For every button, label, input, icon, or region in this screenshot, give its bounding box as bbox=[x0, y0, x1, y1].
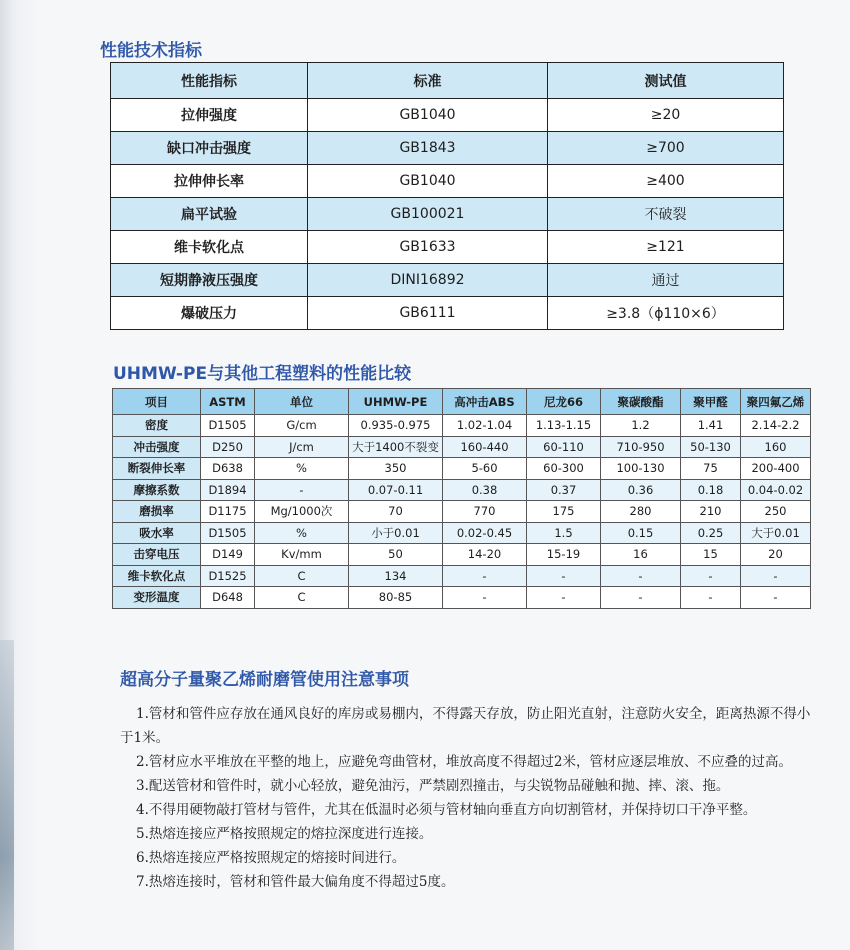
table-cell: 710-950 bbox=[601, 436, 681, 458]
table-cell: - bbox=[681, 587, 741, 609]
table-cell: D648 bbox=[201, 587, 255, 609]
table-header: 高冲击ABS bbox=[443, 389, 527, 415]
table-header: UHMW-PE bbox=[349, 389, 443, 415]
note-item: 4.不得用硬物敲打管材与管件，尤其在低温时必须与管材轴向垂直方向切割管材，并保持切口干净平整。 bbox=[136, 802, 757, 818]
table-cell: 350 bbox=[349, 458, 443, 480]
table-cell: - bbox=[443, 587, 527, 609]
table-row bbox=[111, 198, 784, 231]
table-row bbox=[111, 297, 784, 330]
table-cell: 60-300 bbox=[527, 458, 601, 480]
table-header-row bbox=[113, 389, 811, 415]
table-cell: 15-19 bbox=[527, 544, 601, 566]
table-cell: 拉伸伸长率 bbox=[111, 165, 308, 198]
table-header: 标准 bbox=[308, 63, 548, 99]
table-cell: 280 bbox=[601, 501, 681, 523]
page-edge-decoration bbox=[0, 640, 14, 950]
table-cell: GB1633 bbox=[308, 231, 548, 264]
table-cell: 250 bbox=[741, 501, 811, 523]
table-cell: Mg/1000次 bbox=[255, 501, 349, 523]
table-cell: 160-440 bbox=[443, 436, 527, 458]
table-cell: 摩擦系数 bbox=[113, 479, 201, 501]
table-row bbox=[113, 415, 811, 437]
table-cell: - bbox=[527, 587, 601, 609]
table-cell: DINI16892 bbox=[308, 264, 548, 297]
table-cell: 5-60 bbox=[443, 458, 527, 480]
table-cell: 134 bbox=[349, 565, 443, 587]
table-cell: 0.37 bbox=[527, 479, 601, 501]
table-cell: D1894 bbox=[201, 479, 255, 501]
section-title-comparison: UHMW-PE与其他工程塑料的性能比较 bbox=[113, 364, 412, 384]
table-cell: 短期静液压强度 bbox=[111, 264, 308, 297]
table-cell: 60-110 bbox=[527, 436, 601, 458]
table-cell: 0.07-0.11 bbox=[349, 479, 443, 501]
table-cell: C bbox=[255, 565, 349, 587]
table-cell: 75 bbox=[681, 458, 741, 480]
table-row bbox=[111, 99, 784, 132]
table-cell: GB1040 bbox=[308, 99, 548, 132]
table-cell: 2.14-2.2 bbox=[741, 415, 811, 437]
table-row bbox=[113, 544, 811, 566]
table-cell: GB1843 bbox=[308, 132, 548, 165]
table-cell: 0.36 bbox=[601, 479, 681, 501]
table-cell: 吸水率 bbox=[113, 522, 201, 544]
table-cell: 1.5 bbox=[527, 522, 601, 544]
table-row bbox=[111, 132, 784, 165]
table-cell: ≥400 bbox=[548, 165, 784, 198]
table-row bbox=[113, 436, 811, 458]
table-cell: 1.02-1.04 bbox=[443, 415, 527, 437]
table-cell: 击穿电压 bbox=[113, 544, 201, 566]
table-cell: 0.38 bbox=[443, 479, 527, 501]
table-cell: 80-85 bbox=[349, 587, 443, 609]
table-cell: 扁平试验 bbox=[111, 198, 308, 231]
table-cell: D1525 bbox=[201, 565, 255, 587]
table-cell: % bbox=[255, 522, 349, 544]
note-item: 6.热熔连接应严格按照规定的熔接时间进行。 bbox=[136, 850, 406, 866]
table-cell: 不破裂 bbox=[548, 198, 784, 231]
table-cell: 密度 bbox=[113, 415, 201, 437]
table-cell: 160 bbox=[741, 436, 811, 458]
table-header: 聚甲醛 bbox=[681, 389, 741, 415]
table-cell: 0.02-0.45 bbox=[443, 522, 527, 544]
table-cell: 1.2 bbox=[601, 415, 681, 437]
note-item: 3.配送管材和管件时，就小心轻放，避免油污，严禁剧烈撞击，与尖锐物品碰触和抛、摔、滚、拖。 bbox=[136, 778, 730, 794]
table-header-row bbox=[111, 63, 784, 99]
table-cell: ≥20 bbox=[548, 99, 784, 132]
table-header: 聚碳酸酯 bbox=[601, 389, 681, 415]
table-cell: ≥3.8（ϕ110×6） bbox=[548, 297, 784, 330]
table-cell: 15 bbox=[681, 544, 741, 566]
table-row bbox=[113, 501, 811, 523]
table-header: 测试值 bbox=[548, 63, 784, 99]
table-cell: 变形温度 bbox=[113, 587, 201, 609]
table-cell: D1505 bbox=[201, 522, 255, 544]
table-cell: G/cm bbox=[255, 415, 349, 437]
table-cell: 0.04-0.02 bbox=[741, 479, 811, 501]
table-cell: 770 bbox=[443, 501, 527, 523]
table-row bbox=[111, 231, 784, 264]
table-header: 聚四氟乙烯 bbox=[741, 389, 811, 415]
table-cell: 缺口冲击强度 bbox=[111, 132, 308, 165]
table-cell: ≥121 bbox=[548, 231, 784, 264]
table-cell: 50-130 bbox=[681, 436, 741, 458]
table-cell: 100-130 bbox=[601, 458, 681, 480]
table-cell: 50 bbox=[349, 544, 443, 566]
table-row bbox=[113, 522, 811, 544]
table-cell: - bbox=[601, 587, 681, 609]
table-cell: 磨损率 bbox=[113, 501, 201, 523]
performance-table bbox=[110, 62, 784, 330]
table-row bbox=[111, 264, 784, 297]
table-cell: - bbox=[443, 565, 527, 587]
table-cell: 14-20 bbox=[443, 544, 527, 566]
table-cell: 0.25 bbox=[681, 522, 741, 544]
table-cell: - bbox=[527, 565, 601, 587]
table-row bbox=[113, 458, 811, 480]
table-cell: D1505 bbox=[201, 415, 255, 437]
table-cell: D250 bbox=[201, 436, 255, 458]
table-cell: D149 bbox=[201, 544, 255, 566]
table-row bbox=[111, 165, 784, 198]
table-cell: 维卡软化点 bbox=[111, 231, 308, 264]
table-cell: C bbox=[255, 587, 349, 609]
table-cell: Kv/mm bbox=[255, 544, 349, 566]
table-cell: D638 bbox=[201, 458, 255, 480]
table-cell: 大于0.01 bbox=[741, 522, 811, 544]
table-cell: % bbox=[255, 458, 349, 480]
table-cell: 70 bbox=[349, 501, 443, 523]
table-cell: 0.935-0.975 bbox=[349, 415, 443, 437]
table-cell: 0.18 bbox=[681, 479, 741, 501]
table-cell: 0.15 bbox=[601, 522, 681, 544]
table-cell: GB6111 bbox=[308, 297, 548, 330]
table-cell: 200-400 bbox=[741, 458, 811, 480]
table-cell: 爆破压力 bbox=[111, 297, 308, 330]
table-cell: 1.41 bbox=[681, 415, 741, 437]
section-title-notes: 超高分子量聚乙烯耐磨管使用注意事项 bbox=[120, 670, 409, 690]
table-cell: 通过 bbox=[548, 264, 784, 297]
table-cell: 210 bbox=[681, 501, 741, 523]
table-cell: 拉伸强度 bbox=[111, 99, 308, 132]
usage-notes bbox=[120, 702, 820, 894]
table-cell: GB100021 bbox=[308, 198, 548, 231]
table-cell: - bbox=[741, 587, 811, 609]
table-cell: 冲击强度 bbox=[113, 436, 201, 458]
table-cell: - bbox=[681, 565, 741, 587]
section-title-performance: 性能技术指标 bbox=[100, 41, 202, 61]
note-item: 1.管材和管件应存放在通风良好的库房或易棚内，不得露天存放，防止阳光直射，注意防火安全，距离热源不得小于1米。 bbox=[120, 706, 811, 746]
table-cell: J/cm bbox=[255, 436, 349, 458]
table-cell: 小于0.01 bbox=[349, 522, 443, 544]
table-header: 单位 bbox=[255, 389, 349, 415]
table-row bbox=[113, 565, 811, 587]
table-cell: ≥700 bbox=[548, 132, 784, 165]
table-header: 项目 bbox=[113, 389, 201, 415]
table-cell: 1.13-1.15 bbox=[527, 415, 601, 437]
table-cell: - bbox=[741, 565, 811, 587]
table-cell: 断裂伸长率 bbox=[113, 458, 201, 480]
table-row bbox=[113, 479, 811, 501]
comparison-table bbox=[112, 388, 811, 609]
table-cell: D1175 bbox=[201, 501, 255, 523]
note-item: 5.热熔连接应严格按照规定的熔拉深度进行连接。 bbox=[136, 826, 433, 842]
table-header: 尼龙66 bbox=[527, 389, 601, 415]
table-cell: - bbox=[601, 565, 681, 587]
note-item: 2.管材应水平堆放在平整的地上，应避免弯曲管材，堆放高度不得超过2米，管材应逐层堆放、不应叠的过高。 bbox=[136, 754, 792, 770]
table-cell: 16 bbox=[601, 544, 681, 566]
table-header: ASTM bbox=[201, 389, 255, 415]
table-cell: 20 bbox=[741, 544, 811, 566]
table-cell: GB1040 bbox=[308, 165, 548, 198]
table-cell: 175 bbox=[527, 501, 601, 523]
note-item: 7.热熔连接时，管材和管件最大偏角度不得超过5度。 bbox=[136, 874, 455, 890]
table-cell: 大于1400不裂变 bbox=[349, 436, 443, 458]
table-cell: 维卡软化点 bbox=[113, 565, 201, 587]
table-header: 性能指标 bbox=[111, 63, 308, 99]
table-cell: - bbox=[255, 479, 349, 501]
comparison-table-body bbox=[113, 415, 811, 609]
table-row bbox=[113, 587, 811, 609]
